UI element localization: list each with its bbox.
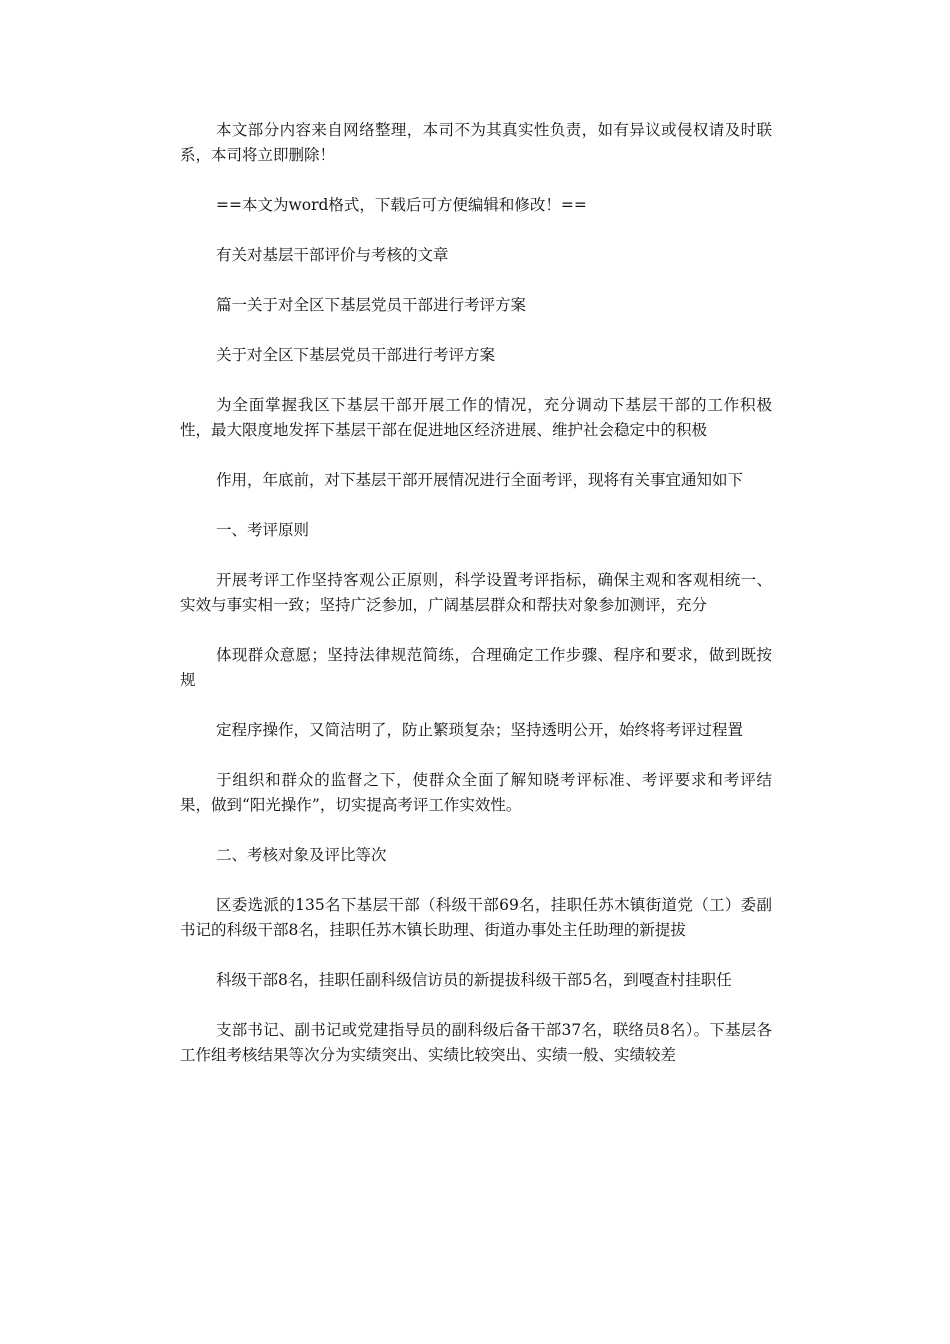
- body-paragraph: 为全面掌握我区下基层干部开展工作的情况，充分调动下基层干部的工作积极性，最大限度地发挥下基层干部在促进地区经济进展、维护社会稳定中的积极: [180, 396, 772, 439]
- format-note-paragraph: ==本文为word格式，下载后可方便编辑和修改！==: [216, 196, 587, 214]
- chapter-title: 篇一关于对全区下基层党员干部进行考评方案: [216, 296, 527, 314]
- section-heading: 一、考评原则: [216, 521, 310, 539]
- body-paragraph: 于组织和群众的监督之下，使群众全面了解知晓考评标准、考评要求和考评结果，做到“阳光操作”，切实提高考评工作实效性。: [180, 771, 772, 814]
- body-paragraph: 体现群众意愿；坚持法律规范简练，合理确定工作步骤、程序和要求，做到既按规: [180, 646, 772, 689]
- body-paragraph: 作用，年底前，对下基层干部开展情况进行全面考评，现将有关事宜通知如下: [216, 471, 744, 489]
- document-title: 有关对基层干部评价与考核的文章: [216, 246, 449, 264]
- section-title: 关于对全区下基层党员干部进行考评方案: [216, 346, 496, 364]
- section-heading: 二、考核对象及评比等次: [216, 846, 387, 864]
- body-paragraph: 科级干部8名，挂职任副科级信访员的新提拔科级干部5名，到嘎查村挂职任: [216, 971, 732, 989]
- body-paragraph: 区委选派的135名下基层干部（科级干部69名，挂职任苏木镇街道党（工）委副书记的科级干部8名，挂职任苏木镇长助理、街道办事处主任助理的新提拔: [180, 896, 772, 939]
- document-body: [180, 118, 772, 1093]
- disclaimer-paragraph: 本文部分内容来自网络整理，本司不为其真实性负责，如有异议或侵权请及时联系，本司将立即删除！: [180, 121, 772, 164]
- body-paragraph: 开展考评工作坚持客观公正原则，科学设置考评指标，确保主观和客观相统一、实效与事实相一致；坚持广泛参加，广阔基层群众和帮扶对象参加测评，充分: [180, 571, 772, 614]
- body-paragraph: 定程序操作，又简洁明了，防止繁琐复杂；坚持透明公开，始终将考评过程置: [216, 721, 744, 739]
- body-paragraph: 支部书记、副书记或党建指导员的副科级后备干部37名，联络员8名）。下基层各工作组考核结果等次分为实绩突出、实绩比较突出、实绩一般、实绩较差: [180, 1021, 772, 1064]
